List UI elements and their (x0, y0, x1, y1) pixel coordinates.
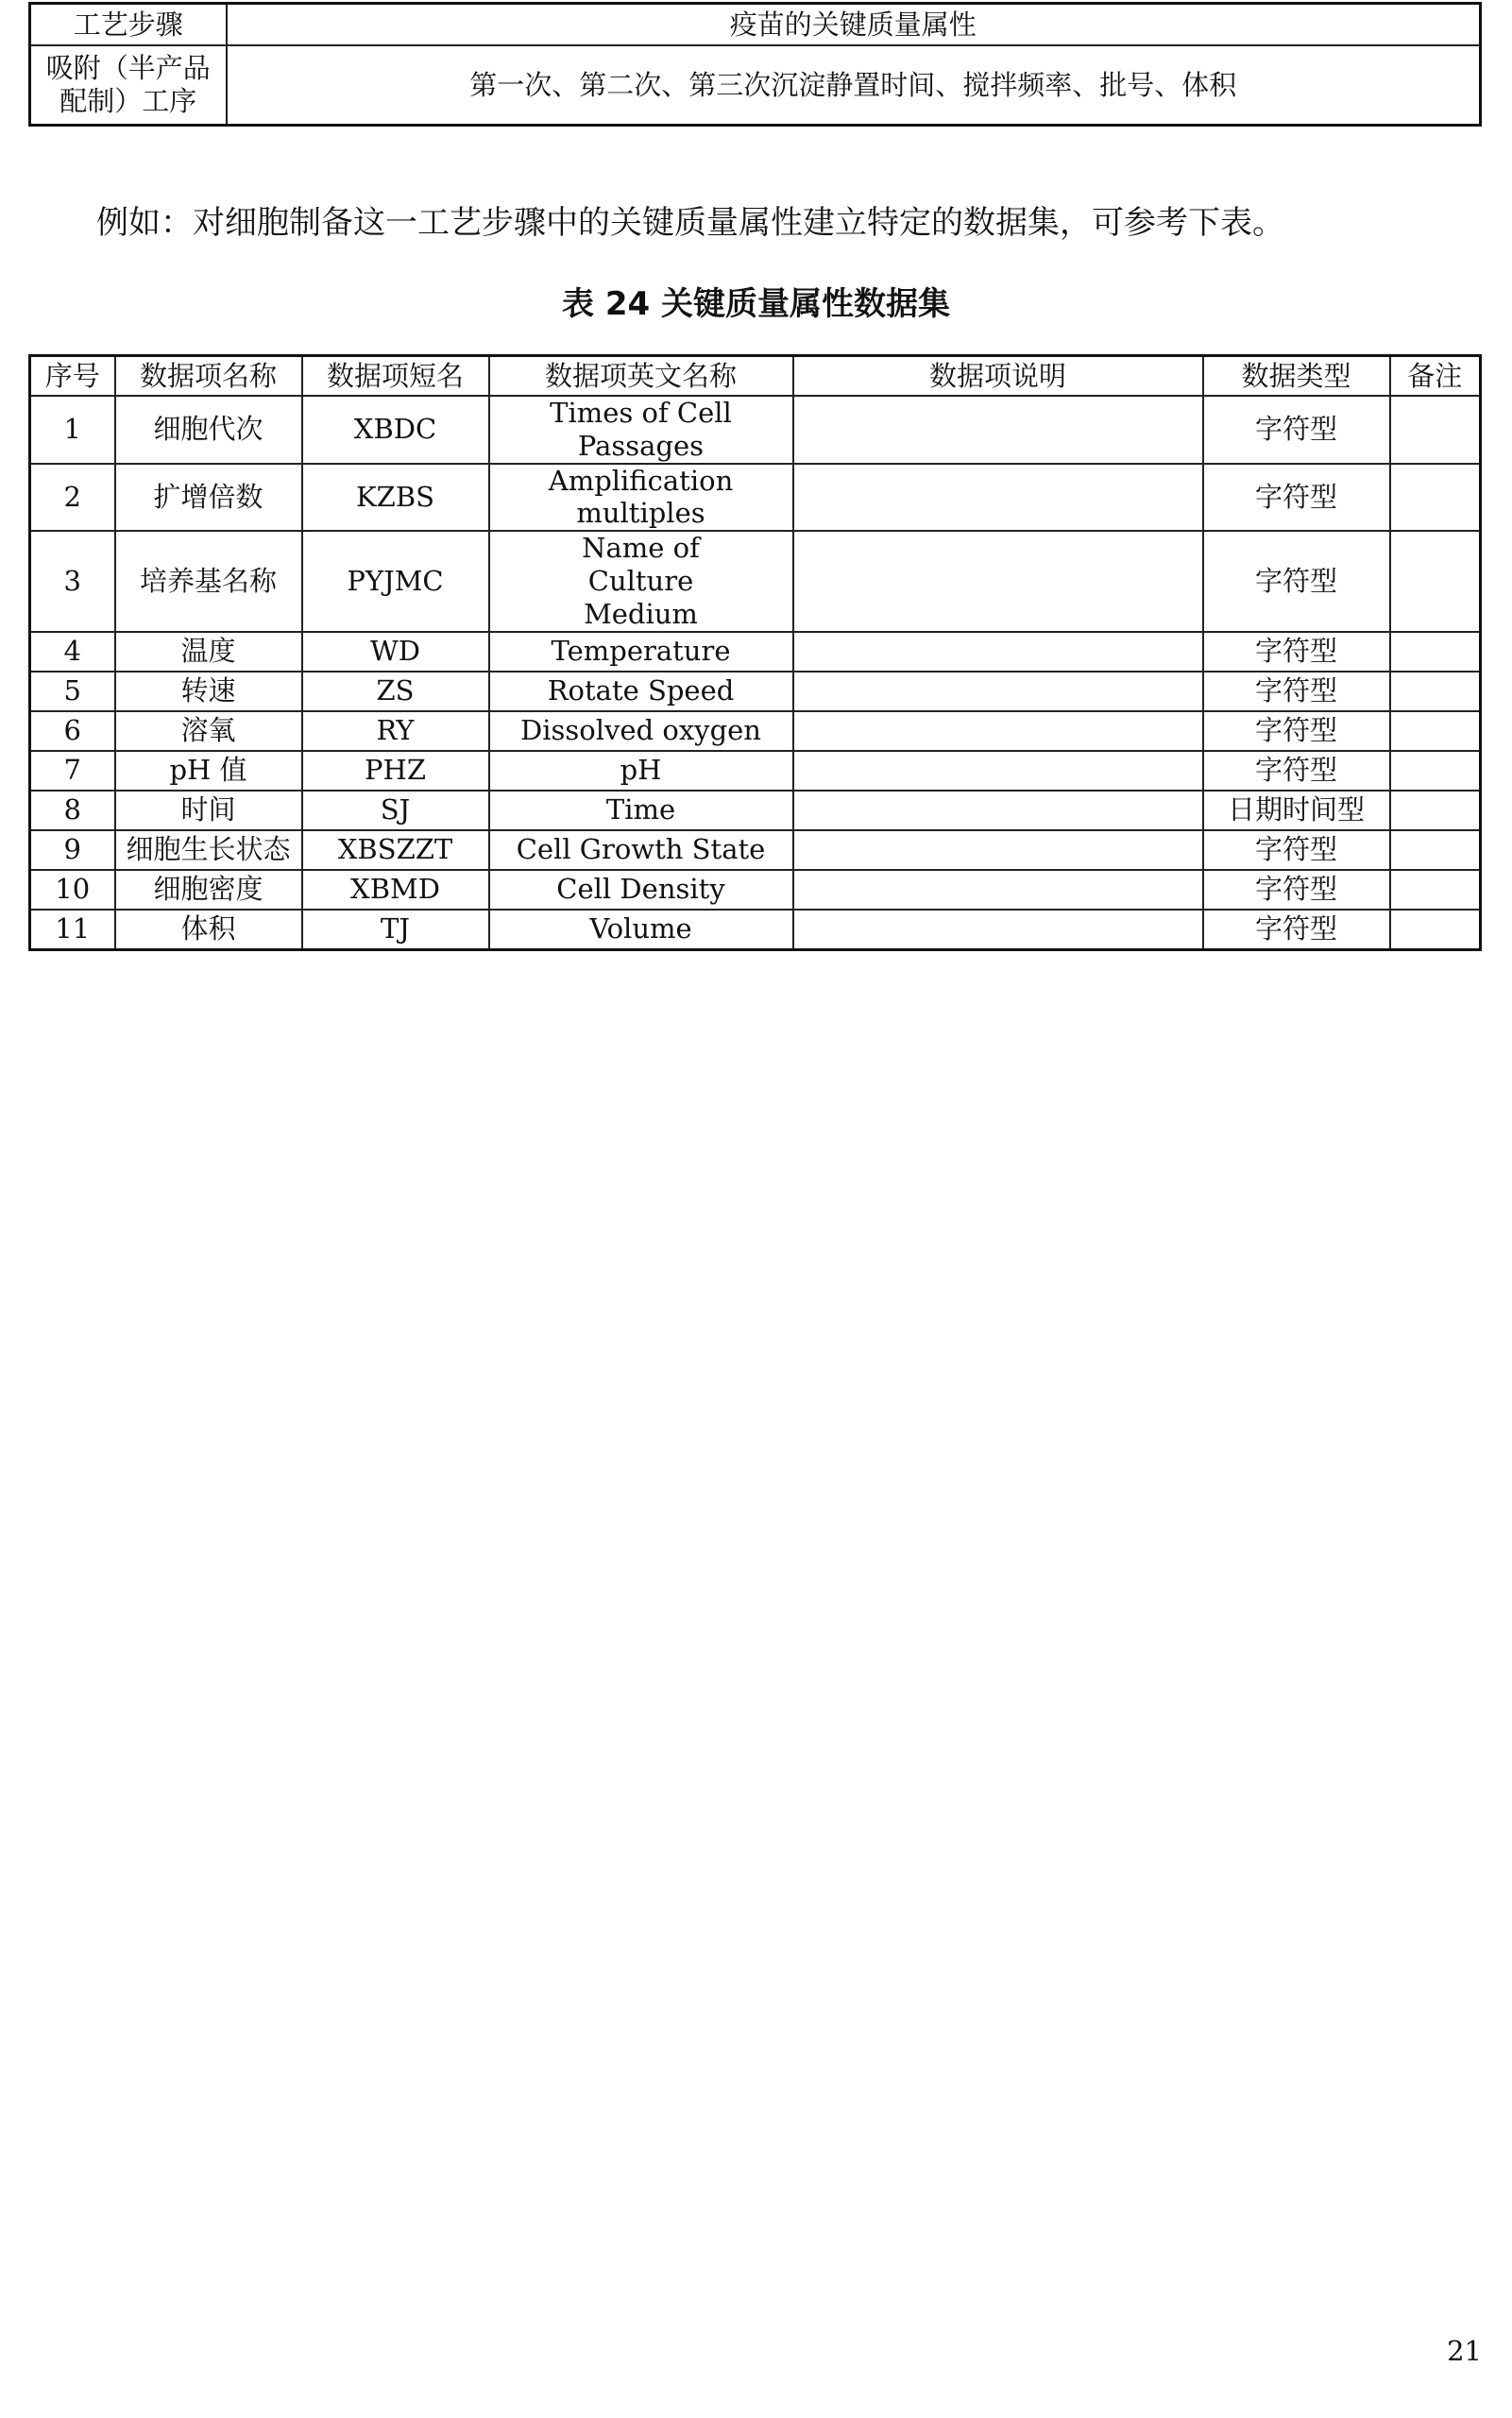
item-english-name: Cell Growth State (489, 830, 793, 870)
item-note (1390, 396, 1481, 464)
item-short-name: TJ (302, 910, 489, 950)
item-english-name: Volume (489, 910, 793, 950)
quality-attributes-cell: 第一次、第二次、第三次沉淀静置时间、搅拌频率、批号、体积 (227, 45, 1481, 126)
header-cell: 序号 (30, 356, 115, 397)
row-number: 1 (30, 396, 115, 464)
item-english-name: Amplification multiples (489, 464, 793, 532)
item-short-name: ZS (302, 672, 489, 711)
row-number: 9 (30, 830, 115, 870)
table-caption: 表 24 关键质量属性数据集 (562, 285, 950, 323)
item-english-name: Time (489, 791, 793, 830)
item-data-type: 字符型 (1203, 870, 1390, 910)
table-row (30, 711, 1481, 751)
table-row (30, 672, 1481, 711)
table-row (30, 910, 1481, 950)
item-description (793, 531, 1203, 631)
item-name: 温度 (115, 632, 302, 672)
item-description (793, 791, 1203, 830)
item-description (793, 870, 1203, 910)
item-note (1390, 751, 1481, 791)
item-description (793, 830, 1203, 870)
table-row (30, 464, 1481, 532)
item-note (1390, 672, 1481, 711)
header-cell: 工艺步骤 (30, 4, 227, 46)
dataset-table (28, 354, 1482, 951)
item-name: 细胞生长状态 (115, 830, 302, 870)
table-header-row (30, 4, 1481, 46)
item-note (1390, 632, 1481, 672)
table-header-row (30, 356, 1481, 397)
item-name: 扩增倍数 (115, 464, 302, 532)
row-number: 6 (30, 711, 115, 751)
row-number: 11 (30, 910, 115, 950)
item-data-type: 字符型 (1203, 632, 1390, 672)
item-description (793, 464, 1203, 532)
item-short-name: KZBS (302, 464, 489, 532)
item-name: 细胞密度 (115, 870, 302, 910)
row-number: 10 (30, 870, 115, 910)
item-name: 培养基名称 (115, 531, 302, 631)
item-description (793, 632, 1203, 672)
item-english-name: Dissolved oxygen (489, 711, 793, 751)
header-cell: 数据项英文名称 (489, 356, 793, 397)
item-description (793, 672, 1203, 711)
row-number: 4 (30, 632, 115, 672)
item-short-name: XBSZZT (302, 830, 489, 870)
row-number: 8 (30, 791, 115, 830)
header-cell: 数据项短名 (302, 356, 489, 397)
item-description (793, 396, 1203, 464)
table-row (30, 396, 1481, 464)
item-short-name: PYJMC (302, 531, 489, 631)
item-data-type: 字符型 (1203, 830, 1390, 870)
item-description (793, 711, 1203, 751)
item-note (1390, 830, 1481, 870)
item-english-name: pH (489, 751, 793, 791)
row-number: 3 (30, 531, 115, 631)
item-note (1390, 870, 1481, 910)
table-row (30, 632, 1481, 672)
item-short-name: XBDC (302, 396, 489, 464)
item-short-name: WD (302, 632, 489, 672)
item-note (1390, 791, 1481, 830)
row-number: 2 (30, 464, 115, 532)
item-name: 时间 (115, 791, 302, 830)
item-data-type: 字符型 (1203, 396, 1390, 464)
item-name: 细胞代次 (115, 396, 302, 464)
table-row (30, 870, 1481, 910)
table-row (30, 531, 1481, 631)
item-note (1390, 464, 1481, 532)
header-cell: 备注 (1390, 356, 1481, 397)
page-number: 21 (1447, 2335, 1482, 2367)
item-description (793, 910, 1203, 950)
item-english-name: Name of Culture Medium (489, 531, 793, 631)
table-row (30, 751, 1481, 791)
header-cell: 疫苗的关键质量属性 (227, 4, 1481, 46)
header-cell: 数据项说明 (793, 356, 1203, 397)
item-name: 转速 (115, 672, 302, 711)
item-short-name: PHZ (302, 751, 489, 791)
item-description (793, 751, 1203, 791)
item-data-type: 字符型 (1203, 672, 1390, 711)
item-english-name: Temperature (489, 632, 793, 672)
item-data-type: 字符型 (1203, 464, 1390, 532)
row-number: 7 (30, 751, 115, 791)
item-english-name: Cell Density (489, 870, 793, 910)
item-english-name: Rotate Speed (489, 672, 793, 711)
item-note (1390, 531, 1481, 631)
item-name: 体积 (115, 910, 302, 950)
header-cell: 数据项名称 (115, 356, 302, 397)
item-data-type: 字符型 (1203, 910, 1390, 950)
item-short-name: SJ (302, 791, 489, 830)
table-row (30, 45, 1481, 126)
item-note (1390, 910, 1481, 950)
item-name: 溶氧 (115, 711, 302, 751)
row-number: 5 (30, 672, 115, 711)
item-note (1390, 711, 1481, 751)
table-row (30, 791, 1481, 830)
item-data-type: 字符型 (1203, 531, 1390, 631)
item-data-type: 字符型 (1203, 711, 1390, 751)
process-step-cell: 吸附（半产品配制）工序 (30, 45, 227, 126)
item-name: pH 值 (115, 751, 302, 791)
intro-paragraph: 例如：对细胞制备这一工艺步骤中的关键质量属性建立特定的数据集，可参考下表。 (96, 204, 1284, 242)
item-short-name: XBMD (302, 870, 489, 910)
item-english-name: Times of Cell Passages (489, 396, 793, 464)
process-attributes-table (28, 2, 1482, 127)
item-data-type: 字符型 (1203, 751, 1390, 791)
header-cell: 数据类型 (1203, 356, 1390, 397)
item-short-name: RY (302, 711, 489, 751)
item-data-type: 日期时间型 (1203, 791, 1390, 830)
table-row (30, 830, 1481, 870)
